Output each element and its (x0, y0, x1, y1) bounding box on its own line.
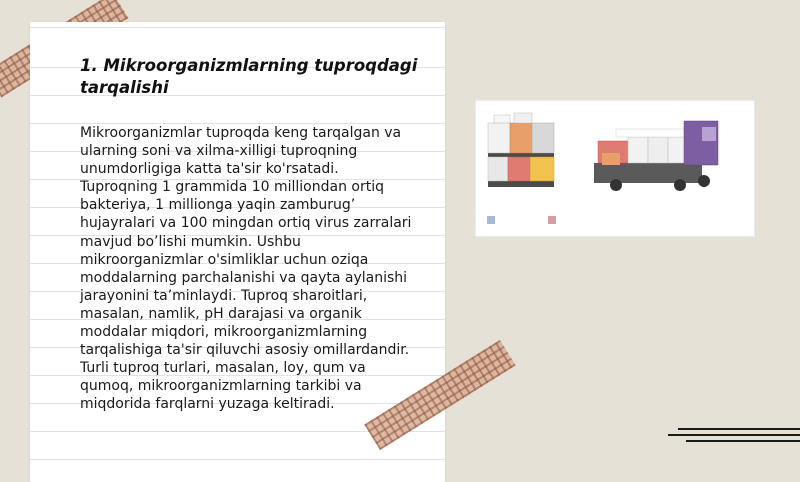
legend-swatch-pink (548, 216, 556, 224)
pallet-truck-illustration (476, 101, 754, 236)
decorative-line (686, 440, 800, 442)
slide-title: 1. Mikroorganizmlarning tuproqdagi tarqalishi (80, 56, 418, 97)
pallet-truck-figure (475, 100, 755, 237)
legend-swatch-blue (487, 216, 495, 224)
truck-with-boxes (594, 121, 718, 191)
stacked-pallet-boxes (488, 113, 554, 187)
slide-body-text: Mikroorganizmlar tuproqda keng tarqalgan va ularning soni va xilma-xilligi tuproqning unumdorligiga katta ta'sir ko'rsatadi. Tuproqning 1 grammida 10 milliondan ortiq bakteriya, 1 millionga yaqin zamburug’ hujayralari va 100 mingdan ortiq virus zarralari mavjud bo’lishi mumkin. Ushbu mikroorganizmlar o'simliklar uchun oziqa moddalarning parchalanishi va qayta aylanishi jarayonini ta’minlaydi. Tuproq sharoitlari, masalan, namlik, pH darajasi va organik moddalar miqdori, mikroorganizmlarning tarqalishiga ta'sir qiluvchi asosiy omillardandir. Turli tuproq turlari, masalan, loy, qum va qumoq, mikroorganizmlarning tarkibi va miqdorida farqlarni yuzaga keltiradi. (80, 125, 412, 413)
decorative-line (668, 434, 800, 436)
decorative-line (678, 428, 800, 430)
